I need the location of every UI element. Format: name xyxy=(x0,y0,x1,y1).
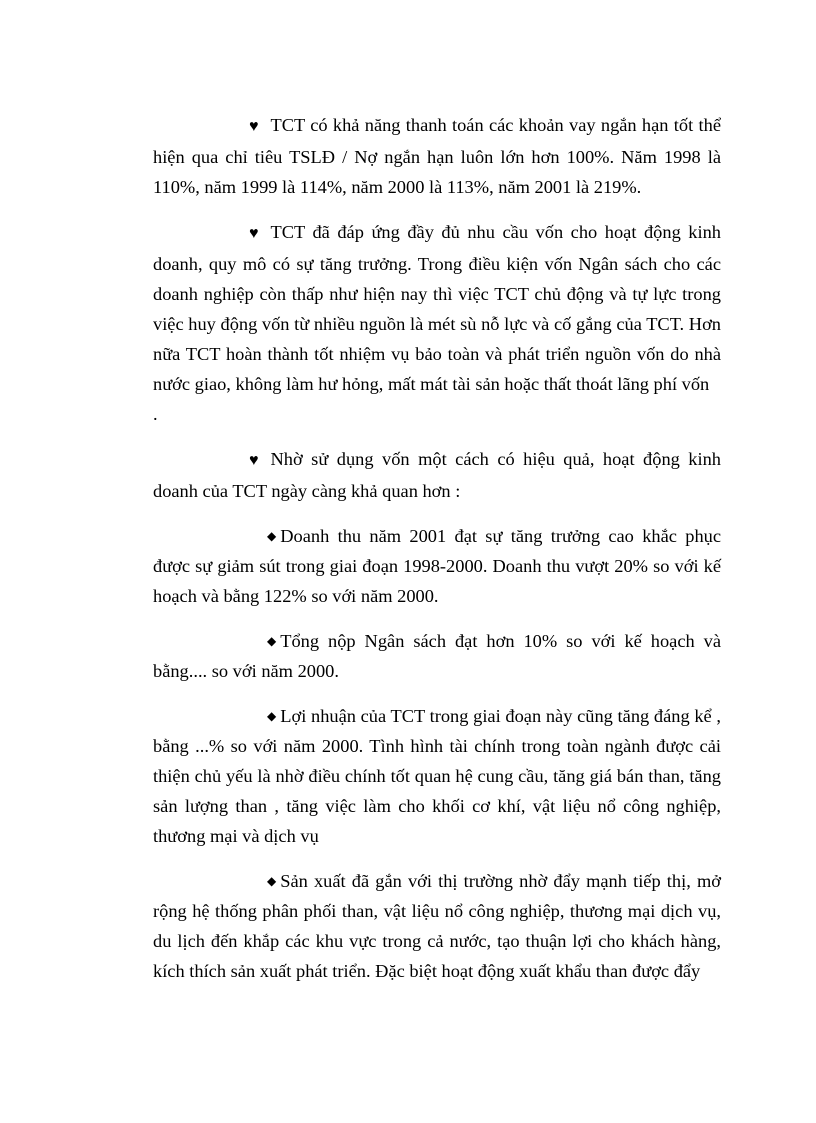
diamond-bullet-icon: ◆ xyxy=(267,874,277,888)
heart-bullet-icon: ♥ xyxy=(249,225,259,242)
paragraph-budget xyxy=(153,626,721,686)
paragraph-capital xyxy=(153,217,721,429)
paragraph-text: Nhờ sử dụng vốn một cách có hiệu quả, hoạt động kinh doanh của TCT ngày càng khả quan hơn : xyxy=(153,449,721,501)
paragraph-production xyxy=(153,866,721,986)
diamond-bullet-icon: ◆ xyxy=(267,634,277,648)
paragraph-text: Sản xuất đã gắn với thị trường nhờ đẩy mạnh tiếp thị, mở rộng hệ thống phân phối than, vật liệu nổ công nghiệp, thương mại dịch vụ, du lịch đến khắp các khu vực trong cả nước, tạo thuận lợi cho khách hàng, kích thích sản xuất phát triển. Đặc biệt hoạt động xuất khẩu than được đẩy xyxy=(153,871,721,981)
paragraph-text: Doanh thu năm 2001 đạt sự tăng trưởng cao khắc phục được sự giảm sút trong giai đoạn 1998-2000. Doanh thu vượt 20% so với kế hoạch và bằng 122% so với năm 2000. xyxy=(153,526,721,606)
paragraph-trailing-dot: . xyxy=(153,404,158,424)
paragraph-revenue xyxy=(153,521,721,611)
paragraph-text: Lợi nhuận của TCT trong giai đoạn này cũng tăng đáng kể , bằng ...% so với năm 2000. Tình hình tài chính trong toàn ngành được cải thiện chủ yếu là nhờ điều chính tốt quan hệ cung cầu, tăng giá bán than, tăng sản lượng than , tăng việc làm cho khối cơ khí, vật liệu nổ công nghiệp, thương mại và dịch vụ xyxy=(153,706,721,846)
document-page xyxy=(153,110,721,1001)
paragraph-profit xyxy=(153,701,721,851)
paragraph-liquidity xyxy=(153,110,721,202)
heart-bullet-icon: ♥ xyxy=(249,452,259,469)
paragraph-text: Tổng nộp Ngân sách đạt hơn 10% so với kế hoạch và bằng.... so với năm 2000. xyxy=(153,631,721,681)
paragraph-text: TCT đã đáp ứng đầy đủ nhu cầu vốn cho hoạt động kinh doanh, quy mô có sự tăng trưởng. Trong điều kiện vốn Ngân sách cho các doanh nghiệp còn thấp như hiện nay thì việc TCT chủ động và tự lực trong việc huy động vốn từ nhiều nguồn là mét sù nỗ lực và cố gắng của TCT. Hơn nữa TCT hoàn thành tốt nhiệm vụ bảo toàn và phát triển nguồn vốn do nhà nước giao, không làm hư hỏng, mất mát tài sản hoặc thất thoát lãng phí vốn xyxy=(153,222,721,394)
paragraph-efficiency xyxy=(153,444,721,506)
diamond-bullet-icon: ◆ xyxy=(267,529,277,543)
diamond-bullet-icon: ◆ xyxy=(267,709,277,723)
heart-bullet-icon: ♥ xyxy=(249,118,259,135)
paragraph-text: TCT có khả năng thanh toán các khoản vay ngắn hạn tốt thể hiện qua chỉ tiêu TSLĐ / Nợ ngắn hạn luôn lớn hơn 100%. Năm 1998 là 110%, năm 1999 là 114%, năm 2000 là 113%, năm 2001 là 219%. xyxy=(153,115,721,197)
